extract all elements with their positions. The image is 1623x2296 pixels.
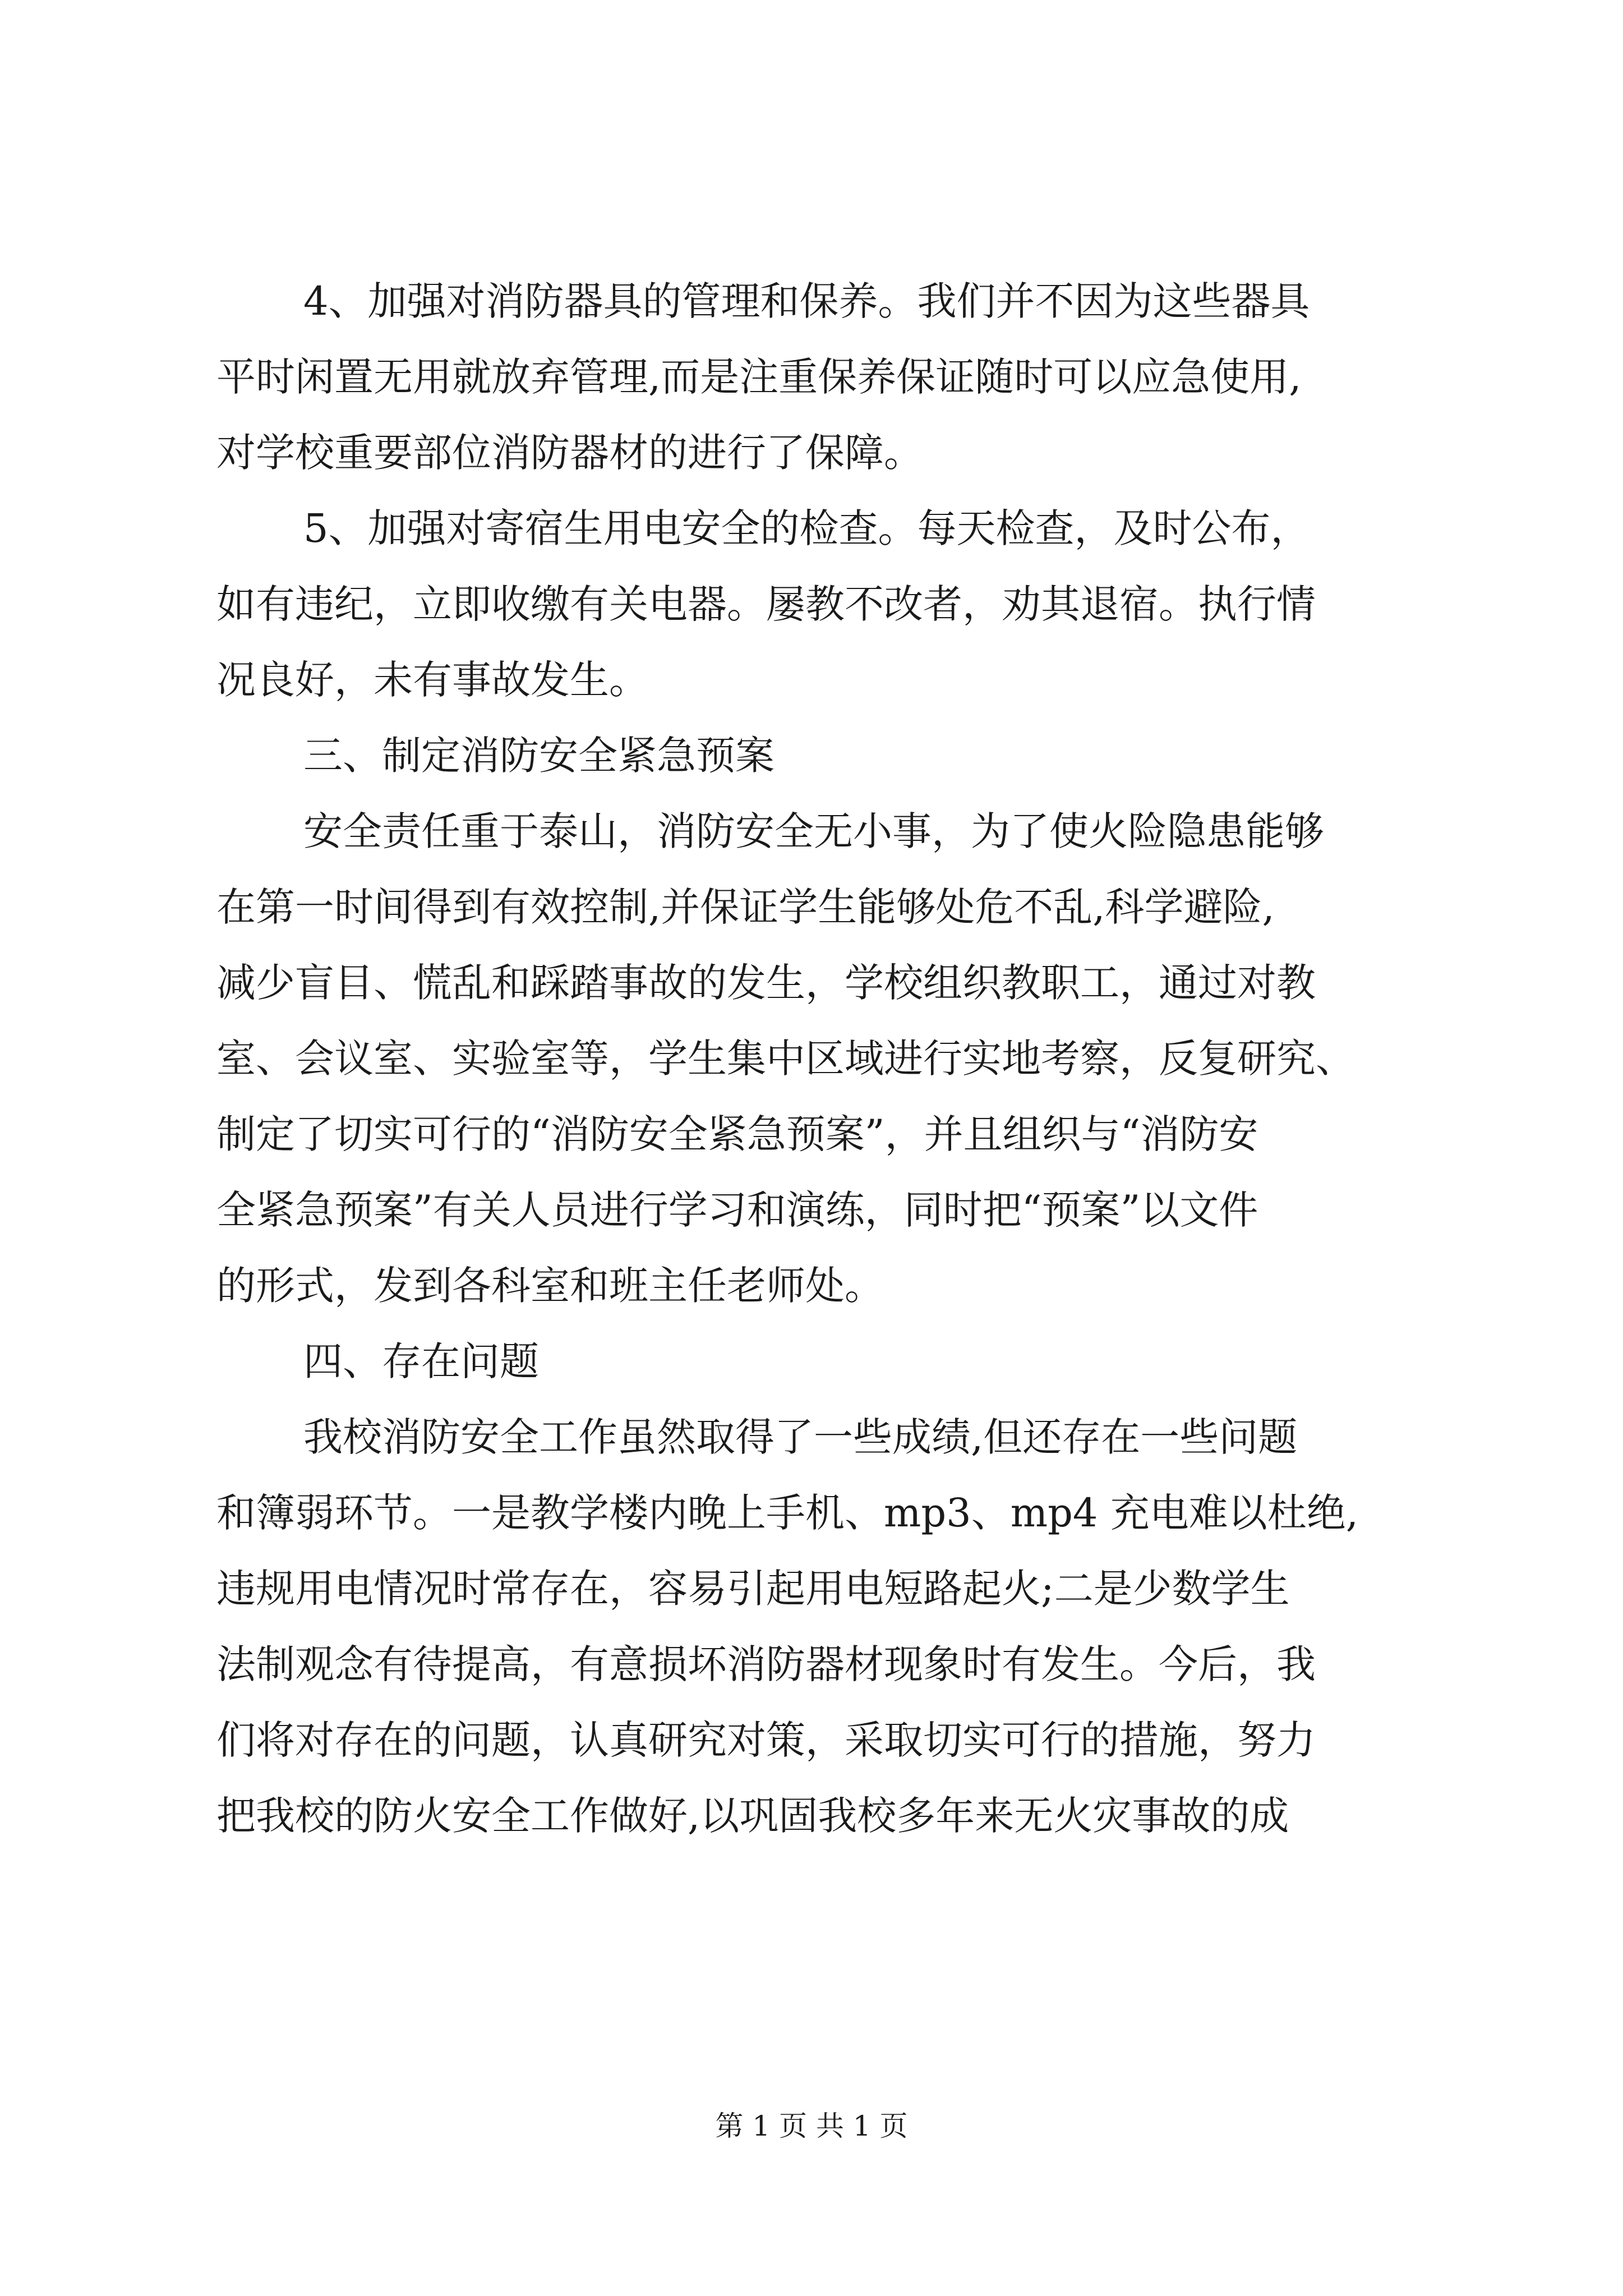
page-number-footer: 第 1 页 共 1 页 bbox=[715, 2110, 908, 2142]
section-4-paragraph-line-2: 和簿弱环节。一是教学楼内晚上手机、mp3、mp4 充电难以杜绝, bbox=[216, 1490, 1358, 1536]
paragraph-5-line-1: 5、加强对寄宿生用电安全的检查。每天检查，及时公布， bbox=[303, 505, 1310, 551]
section-3-paragraph-line-7: 的形式，发到各科室和班主任老师处。 bbox=[216, 1263, 884, 1309]
section-3-paragraph-line-4: 室、会议室、实验室等，学生集中区域进行实地考察，反复研究、 bbox=[216, 1036, 1355, 1082]
section-4-paragraph-line-1: 我校消防安全工作虽然取得了一些成绩,但还存在一些问题 bbox=[303, 1414, 1298, 1460]
section-4-paragraph-line-5: 们将对存在的问题，认真研究对策，采取切实可行的措施，努力 bbox=[216, 1717, 1316, 1763]
document-body bbox=[216, 264, 1433, 1854]
paragraph-5-line-3: 况良好，未有事故发生。 bbox=[216, 657, 648, 703]
paragraph-5-line-2: 如有违纪，立即收缴有关电器。屡教不改者，劝其退宿。执行情 bbox=[216, 581, 1316, 627]
section-3-paragraph-line-2: 在第一时间得到有效控制,并保证学生能够处危不乱,科学避险, bbox=[216, 884, 1275, 930]
section-heading-3: 三、制定消防安全紧急预案 bbox=[303, 733, 774, 779]
section-4-paragraph-line-4: 法制观念有待提高，有意损坏消防器材现象时有发生。今后，我 bbox=[216, 1641, 1316, 1687]
section-heading-4: 四、存在问题 bbox=[303, 1338, 539, 1384]
section-3-paragraph-line-1: 安全责任重于泰山，消防安全无小事，为了使火险隐患能够 bbox=[303, 808, 1324, 854]
paragraph-4-line-3: 对学校重要部位消防器材的进行了保障。 bbox=[216, 430, 923, 476]
section-4-paragraph-line-3: 违规用电情况时常存在，容易引起用电短路起火;二是少数学生 bbox=[216, 1566, 1290, 1612]
section-3-paragraph-line-6: 全紧急预案”有关人员进行学习和演练，同时把“预案”以文件 bbox=[216, 1187, 1258, 1233]
paragraph-4-line-2: 平时闲置无用就放弃管理,而是注重保养保证随时可以应急使用, bbox=[216, 354, 1302, 400]
section-3-paragraph-line-3: 减少盲目、慌乱和踩踏事故的发生，学校组织教职工，通过对教 bbox=[216, 960, 1316, 1006]
section-4-paragraph-line-6: 把我校的防火安全工作做好,以巩固我校多年来无火灾事故的成 bbox=[216, 1793, 1289, 1839]
section-3-paragraph-line-5: 制定了切实可行的“消防安全紧急预案”，并且组织与“消防安 bbox=[216, 1111, 1258, 1157]
paragraph-4-line-1: 4、加强对消防器具的管理和保养。我们并不因为这些器具 bbox=[303, 278, 1310, 324]
